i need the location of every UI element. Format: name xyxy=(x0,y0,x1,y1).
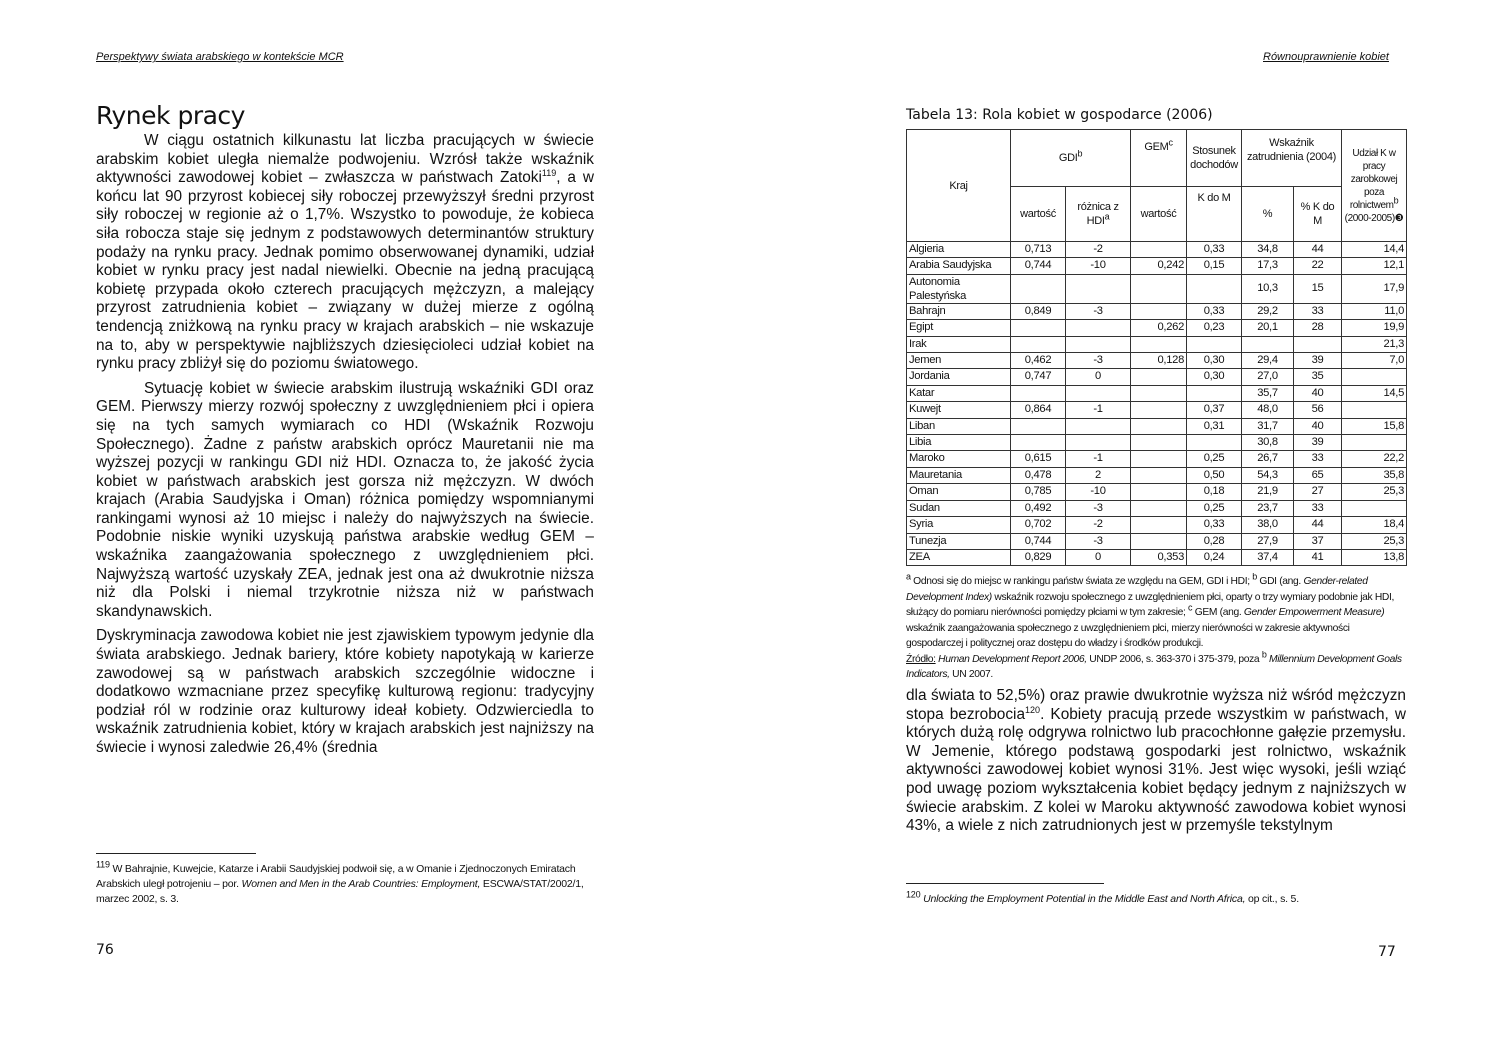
value-cell xyxy=(1066,385,1131,401)
value-cell: 27 xyxy=(1294,484,1342,500)
value-cell: 40 xyxy=(1294,418,1342,434)
page-number-right: 77 xyxy=(1378,944,1396,960)
value-cell: 0,15 xyxy=(1187,258,1242,274)
table-row xyxy=(907,484,1407,500)
value-cell: 2 xyxy=(1066,467,1131,483)
paragraph-3: Dyskryminacja zawodowa kobiet nie jest zjawiskiem typowym jedynie dla świata arabskiego. Jednak bariery, które kobiety napotykają w karierze zawodowej są w państwach arabskich szczególnie widoczne i dodatkowo wzmacniane przez specyfikę kulturową regionu: tradycyjny podział ról w rodzinie oraz kulturowy ideał kobiety. Odzwierciedla to wskaźnik zatrudnienia kobiet, który w krajach arabskich jest najniższy na świecie i wynosi zaledwie 26,4% (średnia xyxy=(96,627,594,756)
table-row xyxy=(907,533,1407,549)
country-cell: Kuwejt xyxy=(907,402,1011,418)
running-header-left: Perspektywy świata arabskiego w kontekście MCR xyxy=(96,51,344,63)
table-row xyxy=(907,303,1407,319)
value-cell: 38,0 xyxy=(1242,517,1294,533)
value-cell: -10 xyxy=(1066,258,1131,274)
value-cell: 31,7 xyxy=(1242,418,1294,434)
footnote-119: $^{119}$ W Bahrajnie, Kuwejcie, Katarze i Arabii Saudyjskiej podwoił się, a w Omanie i Zjednoczonych Emiratach Arabskich uległ potrojeniu – por. Women and Men in the Arab Countries: Employment, ESCWA/STAT/2002/1, marzec 2002, s. 3. xyxy=(96,859,584,905)
value-cell: 0,744 xyxy=(1011,533,1066,549)
value-cell xyxy=(1342,500,1407,516)
value-cell xyxy=(1131,402,1187,418)
value-cell: 14,5 xyxy=(1342,385,1407,401)
country-cell: Libia xyxy=(907,435,1011,451)
header-gdi-roznica: różnica z HDI$^a$ xyxy=(1066,187,1131,242)
value-cell: 0,30 xyxy=(1187,369,1242,385)
value-cell xyxy=(1342,402,1407,418)
country-cell: Mauretania xyxy=(907,467,1011,483)
value-cell: 44 xyxy=(1294,517,1342,533)
header-wskaznik: Wskaźnik zatrudnienia (2004) xyxy=(1242,130,1342,187)
country-cell: Autonomia Palestyńska xyxy=(907,274,1011,303)
table-row xyxy=(907,402,1407,418)
value-cell: 17,9 xyxy=(1342,274,1407,303)
value-cell: 0,615 xyxy=(1011,451,1066,467)
table-row xyxy=(907,258,1407,274)
footnote-separator-left xyxy=(96,853,256,854)
value-cell xyxy=(1066,274,1131,303)
page-number-left: 76 xyxy=(96,942,114,958)
value-cell: -3 xyxy=(1066,500,1131,516)
value-cell: -2 xyxy=(1066,242,1131,258)
value-cell xyxy=(1066,336,1131,352)
table-row xyxy=(907,274,1407,303)
value-cell: 0,18 xyxy=(1187,484,1242,500)
value-cell xyxy=(1342,435,1407,451)
country-cell: Maroko xyxy=(907,451,1011,467)
value-cell xyxy=(1011,385,1066,401)
table-row xyxy=(907,517,1407,533)
value-cell: 0,30 xyxy=(1187,353,1242,369)
header-kdom: K do M xyxy=(1187,187,1242,242)
value-cell: 65 xyxy=(1294,467,1342,483)
country-cell: Tunezja xyxy=(907,533,1011,549)
value-cell: 0,462 xyxy=(1011,353,1066,369)
section-title: Rynek pracy xyxy=(96,101,245,130)
value-cell xyxy=(1131,369,1187,385)
value-cell: 35,8 xyxy=(1342,467,1407,483)
value-cell xyxy=(1131,385,1187,401)
value-cell: 0,744 xyxy=(1011,258,1066,274)
value-cell: 21,3 xyxy=(1342,336,1407,352)
value-cell: -3 xyxy=(1066,353,1131,369)
header-gdi-wartosc: wartość xyxy=(1011,187,1066,242)
value-cell: 0,50 xyxy=(1187,467,1242,483)
value-cell: 0 xyxy=(1066,549,1131,565)
header-stosunek: Stosunek dochodów xyxy=(1187,130,1242,187)
header-gdi: GDI$^b$ xyxy=(1011,130,1131,187)
header-udzial: Udział K w pracy zarobkowej poza rolnictwem$^b$ (2000-2005)❸ xyxy=(1342,130,1407,242)
value-cell: 22,2 xyxy=(1342,451,1407,467)
value-cell: 0,702 xyxy=(1011,517,1066,533)
table-body xyxy=(907,242,1407,566)
value-cell: 0,849 xyxy=(1011,303,1066,319)
country-cell: Arabia Saudyjska xyxy=(907,258,1011,274)
value-cell: 0,28 xyxy=(1187,533,1242,549)
value-cell: 22 xyxy=(1294,258,1342,274)
value-cell: 27,0 xyxy=(1242,369,1294,385)
value-cell: 28 xyxy=(1294,320,1342,336)
source-label: Źródło: xyxy=(906,653,936,665)
value-cell xyxy=(1294,336,1342,352)
country-cell: Oman xyxy=(907,484,1011,500)
value-cell: 20,1 xyxy=(1242,320,1294,336)
value-cell: -1 xyxy=(1066,402,1131,418)
table-row xyxy=(907,500,1407,516)
value-cell: 10,3 xyxy=(1242,274,1294,303)
table-row xyxy=(907,418,1407,434)
value-cell xyxy=(1011,336,1066,352)
value-cell: 7,0 xyxy=(1342,353,1407,369)
right-body-text xyxy=(906,687,1406,842)
value-cell: 29,2 xyxy=(1242,303,1294,319)
value-cell: 35,7 xyxy=(1242,385,1294,401)
value-cell: 0,31 xyxy=(1187,418,1242,434)
value-cell: 54,3 xyxy=(1242,467,1294,483)
value-cell: 15,8 xyxy=(1342,418,1407,434)
value-cell xyxy=(1066,418,1131,434)
value-cell: 29,4 xyxy=(1242,353,1294,369)
value-cell: 14,4 xyxy=(1342,242,1407,258)
value-cell: 19,9 xyxy=(1342,320,1407,336)
table-notes: $^a$ Odnosi się do miejsc w rankingu państw świata ze względu na GEM, GDI i HDI; $^b$ GDI (ang. Gender-related Development Index) wskaźnik rozwoju społecznego z uwzględnieniem płci, oparty o trzy wymiary podobnie jak HDI, służący do pomiaru nierówności pomiędzy płciami w tym zakresie; $^c$ GEM (ang. Gender Empowerment Measure) wskaźnik zaangażowania społecznego z uwzględnieniem płci, mierzy nierówności w zakresie aktywności gospodarczej i politycznej oraz dostępu do władzy i środków produkcji. Źródło: Human Development Report 2006, UNDP 2006, s. 363-370 i 375-379, poza $^b$ Millennium Development Goals Indicators, UN 2007. xyxy=(906,571,1402,680)
value-cell xyxy=(1131,336,1187,352)
value-cell xyxy=(1131,517,1187,533)
table-row xyxy=(907,353,1407,369)
value-cell: 48,0 xyxy=(1242,402,1294,418)
value-cell: 0,713 xyxy=(1011,242,1066,258)
value-cell: 15 xyxy=(1294,274,1342,303)
value-cell xyxy=(1131,451,1187,467)
value-cell: 0,829 xyxy=(1011,549,1066,565)
value-cell: 27,9 xyxy=(1242,533,1294,549)
paragraph-2: Sytuację kobiet w świecie arabskim ilustrują wskaźniki GDI oraz GEM. Pierwszy mierzy rozwój społeczny z uwzględnieniem płci i opiera się na tych samych wymiarach co HDI (Wskaźnik Rozwoju Społecznego). Żadne z państw arabskich oprócz Mauretanii nie ma wyższej pozycji w rankingu GDI niż HDI. Oznacza to, że jakość życia kobiet w państwach arabskich jest gorsza niż mężczyzn. W dwóch krajach (Arabia Saudyjska i Oman) różnica pomiędzy wspomnianymi rankingami wynosi aż 10 miejsc i należy do najwyższych na świecie. Podobnie niskie wyniki uzyskują państwa arabskie według GEM – wskaźnika zaangażowania społecznego z uwzględnieniem płci. Najwyższą wartość uzyskały ZEA, jednak jest ona aż dwukrotnie niższa niż dla Polski i niemal trzykrotnie niższa niż w państwach skandynawskich. xyxy=(96,379,594,620)
country-cell: ZEA xyxy=(907,549,1011,565)
value-cell: 23,7 xyxy=(1242,500,1294,516)
country-cell: Jordania xyxy=(907,369,1011,385)
value-cell: 0,785 xyxy=(1011,484,1066,500)
value-cell: 0 xyxy=(1066,369,1131,385)
value-cell: 40 xyxy=(1294,385,1342,401)
value-cell: 17,3 xyxy=(1242,258,1294,274)
value-cell: 25,3 xyxy=(1342,484,1407,500)
value-cell: 0,24 xyxy=(1187,549,1242,565)
value-cell xyxy=(1131,484,1187,500)
value-cell xyxy=(1187,336,1242,352)
country-cell: Katar xyxy=(907,385,1011,401)
value-cell xyxy=(1242,336,1294,352)
country-cell: Sudan xyxy=(907,500,1011,516)
value-cell xyxy=(1066,435,1131,451)
value-cell xyxy=(1131,435,1187,451)
value-cell: 25,3 xyxy=(1342,533,1407,549)
value-cell: 0,33 xyxy=(1187,517,1242,533)
header-gem: GEM$^c$ xyxy=(1131,130,1187,187)
table-row xyxy=(907,242,1407,258)
data-table xyxy=(906,129,1407,566)
value-cell: 26,7 xyxy=(1242,451,1294,467)
value-cell xyxy=(1187,435,1242,451)
footnote-120: $^{120}$ Unlocking the Employment Potential in the Middle East and North Africa, op cit., s. 5. xyxy=(906,889,1299,905)
value-cell: 0,864 xyxy=(1011,402,1066,418)
value-cell xyxy=(1131,533,1187,549)
value-cell: 33 xyxy=(1294,451,1342,467)
value-cell xyxy=(1131,274,1187,303)
value-cell: 41 xyxy=(1294,549,1342,565)
value-cell xyxy=(1011,435,1066,451)
value-cell xyxy=(1131,467,1187,483)
paragraph-continued: dla świata to 52,5%) oraz prawie dwukrotnie wyższa niż wśród mężczyzn stopa bezrobocia$^{120}$. Kobiety pracują przede wszystkim w państwach, w których dużą rolę odgrywa rolnictwo lub pracochłonne gałęzie przemysłu. W Jemenie, którego podstawą gospodarki jest rolnictwo, wskaźnik aktywności zawodowej kobiet wynosi 31%. Jest więc wysoki, jeśli wziąć pod uwagę poziom wykształcenia kobiet będący jednym z najniższych w świecie arabskim. Z kolei w Maroku aktywność zawodowa kobiet wynosi 43%, a wiele z nich zatrudnionych jest w przemyśle tekstylnym xyxy=(906,687,1406,835)
value-cell xyxy=(1131,500,1187,516)
table-row xyxy=(907,385,1407,401)
value-cell: 0,242 xyxy=(1131,258,1187,274)
value-cell xyxy=(1187,274,1242,303)
value-cell: 21,9 xyxy=(1242,484,1294,500)
country-cell: Irak xyxy=(907,336,1011,352)
value-cell: 39 xyxy=(1294,353,1342,369)
value-cell xyxy=(1342,369,1407,385)
value-cell xyxy=(1131,242,1187,258)
value-cell: 0,128 xyxy=(1131,353,1187,369)
header-kraj: Kraj xyxy=(907,130,1011,242)
header-pct: % xyxy=(1242,187,1294,242)
value-cell: 33 xyxy=(1294,303,1342,319)
footnote-ref-119: 119 xyxy=(541,168,557,179)
value-cell xyxy=(1131,418,1187,434)
country-cell: Egipt xyxy=(907,320,1011,336)
value-cell: 0,25 xyxy=(1187,500,1242,516)
value-cell: 0,33 xyxy=(1187,242,1242,258)
value-cell: 0,23 xyxy=(1187,320,1242,336)
value-cell: 11,0 xyxy=(1342,303,1407,319)
value-cell: 37,4 xyxy=(1242,549,1294,565)
value-cell xyxy=(1011,320,1066,336)
value-cell xyxy=(1011,418,1066,434)
value-cell xyxy=(1187,385,1242,401)
table-caption: Tabela 13: Rola kobiet w gospodarce (2006) xyxy=(906,107,1213,123)
country-cell: Liban xyxy=(907,418,1011,434)
value-cell: 0,37 xyxy=(1187,402,1242,418)
country-cell: Algieria xyxy=(907,242,1011,258)
value-cell: 0,747 xyxy=(1011,369,1066,385)
header-gem-wartosc: wartość xyxy=(1131,187,1187,242)
value-cell: -1 xyxy=(1066,451,1131,467)
value-cell: 0,33 xyxy=(1187,303,1242,319)
left-body-text xyxy=(96,132,594,764)
value-cell: 0,353 xyxy=(1131,549,1187,565)
value-cell: 13,8 xyxy=(1342,549,1407,565)
running-header-right: Równouprawnienie kobiet xyxy=(1263,51,1389,63)
value-cell: 34,8 xyxy=(1242,242,1294,258)
table-row xyxy=(907,467,1407,483)
value-cell: 39 xyxy=(1294,435,1342,451)
value-cell: -3 xyxy=(1066,533,1131,549)
value-cell: 0,478 xyxy=(1011,467,1066,483)
value-cell: -3 xyxy=(1066,303,1131,319)
table-row xyxy=(907,336,1407,352)
country-cell: Syria xyxy=(907,517,1011,533)
value-cell: 35 xyxy=(1294,369,1342,385)
value-cell: 12,1 xyxy=(1342,258,1407,274)
value-cell: 33 xyxy=(1294,500,1342,516)
value-cell: 0,262 xyxy=(1131,320,1187,336)
table-row xyxy=(907,435,1407,451)
country-cell: Bahrajn xyxy=(907,303,1011,319)
value-cell: 56 xyxy=(1294,402,1342,418)
header-pctk: % K do M xyxy=(1294,187,1342,242)
value-cell xyxy=(1066,320,1131,336)
value-cell: 0,25 xyxy=(1187,451,1242,467)
country-cell: Jemen xyxy=(907,353,1011,369)
value-cell xyxy=(1011,274,1066,303)
value-cell: 37 xyxy=(1294,533,1342,549)
table-row xyxy=(907,549,1407,565)
footnote-separator-right xyxy=(906,883,1104,884)
table-row xyxy=(907,451,1407,467)
value-cell: 0,492 xyxy=(1011,500,1066,516)
table-row xyxy=(907,320,1407,336)
paragraph-1: W ciągu ostatnich kilkunastu lat liczba pracujących w świecie arabskim kobiet uległa niemalże podwojeniu. Wzrósł także wskaźnik aktywności zawodowej kobiet – zwłaszcza w państwach Zatoki$^{119}$, a w końcu lat 90 przyrost kobiecej siły roboczej przewyższył średni przyrost siły roboczej w regionie aż o 1,7%. Wszystko to powoduje, że kobieca siła robocza staje się jednym z podstawowych determinantów struktury podaży na rynku pracy. Jednak pomimo obserwowanej dynamiki, udział kobiet w rynku pracy jest nadal niewielki. Obecnie na jedną pracującą kobietę przypada około czterech pracujących mężczyzn, a malejący przyrost zatrudnienia kobiet – związany w dużej mierze z ogólną tendencją zniżkową na rynku pracy w krajach arabskich – nie wskazuje na to, aby w perspektywie najbliższych dziesięcioleci udział kobiet na rynku pracy zbliżył się do poziomu światowego. xyxy=(96,132,594,373)
value-cell: -2 xyxy=(1066,517,1131,533)
value-cell: 18,4 xyxy=(1342,517,1407,533)
footnote-ref-120: 120 xyxy=(1025,704,1041,715)
value-cell: 30,8 xyxy=(1242,435,1294,451)
value-cell: -10 xyxy=(1066,484,1131,500)
value-cell xyxy=(1131,303,1187,319)
table-row xyxy=(907,369,1407,385)
value-cell: 44 xyxy=(1294,242,1342,258)
